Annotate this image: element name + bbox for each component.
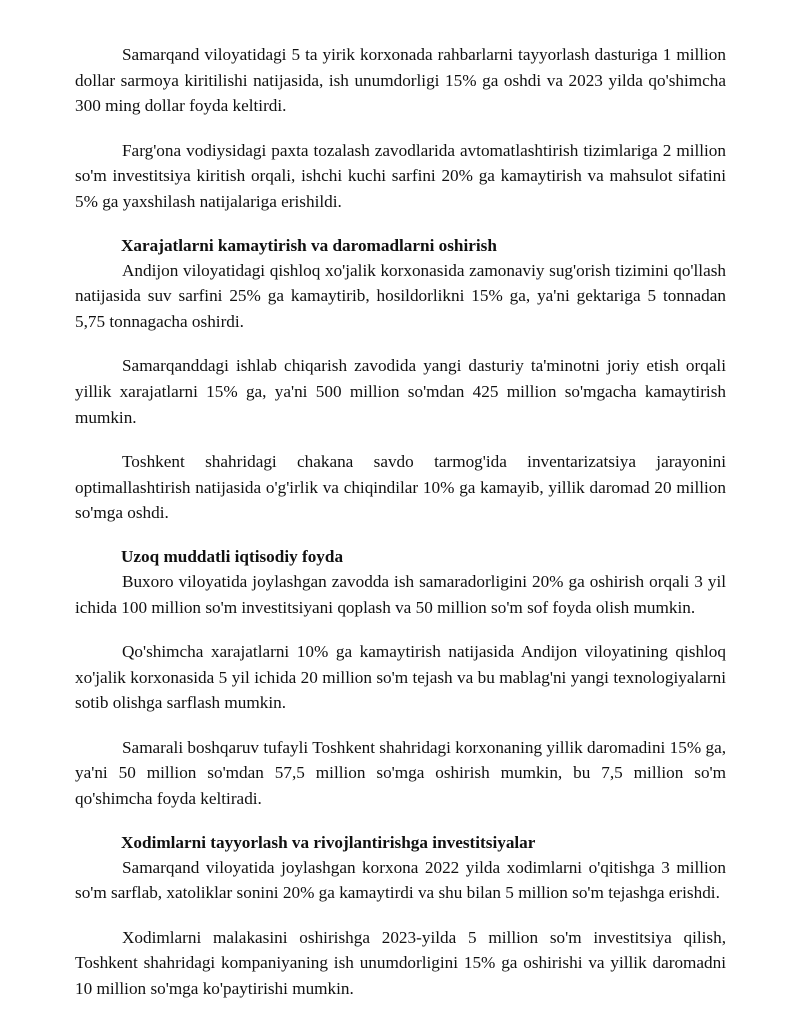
paragraph: Farg'ona vodiysidagi paxta tozalash zavodlarida avtomatlashtirish tizimlariga 2 million so'm investitsiya kiritish orqali, ishchi kuchi sarfini 20% ga kamaytirish va mahsulot sifatini 5% ga yaxshilash natijalariga erishildi. [75,140,726,211]
paragraph: Samarqanddagi ishlab chiqarish zavodida yangi dasturiy ta'minotni joriy etish orqali yillik xarajatlarni 15% ga, ya'ni 500 million so'mdan 425 million so'mgacha kamaytirish mumkin. [75,356,726,427]
paragraph: Samarali boshqaruv tufayli Toshkent shahridagi korxonaning yillik daromadini 15% ga, ya'ni 50 million so'mdan 57,5 million so'mga oshirish mumkin, bu 7,5 million so'm qo'shimcha foyda keltiradi. [75,737,726,809]
paragraph: Xodimlarni malakasini oshirishga 2023-yilda 5 million so'm investitsiya qilish, Toshkent shahridagi kompaniyaning ish unumdorligini 15% ga oshirishi va yillik daromadni 10 million so'mga ko'paytirishi mumkin. [75,927,726,999]
paragraph: Andijon viloyatidagi qishloq xo'jalik korxonasida zamonaviy sug'orish tizimini qo'llash natijasida suv sarfini 25% ga kamaytirib, hosildorlikni 15% ga, ya'ni gektariga 5 tonnadan 5,75 tonnagacha oshirdi. [75,260,726,331]
paragraph: Buxoro viloyatida joylashgan zavodda ish samaradorligini 20% ga oshirish orqali 3 yil ichida 100 million so'm investitsiyani qoplash va 50 million so'm sof foyda olish mumkin. [75,571,726,617]
section-heading: Xodimlarni tayyorlash va rivojlantirishga investitsiyalar [121,832,536,852]
section-heading: Xarajatlarni kamaytirish va daromadlarni oshirish [121,235,497,255]
paragraph: Samarqand viloyatida joylashgan korxona 2022 yilda xodimlarni o'qitishga 3 million so'm sarflab, xatoliklar sonini 20% ga kamaytirdi va shu bilan 5 million so'm tejashga erishdi. [75,857,726,903]
paragraph: Samarqand viloyatidagi 5 ta yirik korxonada rahbarlarni tayyorlash dasturiga 1 million dollar sarmoya kiritilishi natijasida, ish unumdorligi 15% ga oshdi va 2023 yilda qo'shimcha 300 ming dollar foyda keltirdi. [75,45,726,116]
section-heading: Uzoq muddatli iqtisodiy foyda [121,546,344,566]
paragraph: Qo'shimcha xarajatlarni 10% ga kamaytirish natijasida Andijon viloyatining qishloq xo'jalik korxonasida 5 yil ichida 20 million so'm tejash va bu mablag'ni yangi texnologiyalarni sotib olishga sarflash mumkin. [75,642,726,713]
paragraph: Toshkent shahridagi chakana savdo tarmog'ida inventarizatsiya jarayonini optimallashtirish natijasida o'g'irlik va chiqindilar 10% ga kamayib, yillik daromad 20 million so'mga oshdi. [75,452,726,523]
